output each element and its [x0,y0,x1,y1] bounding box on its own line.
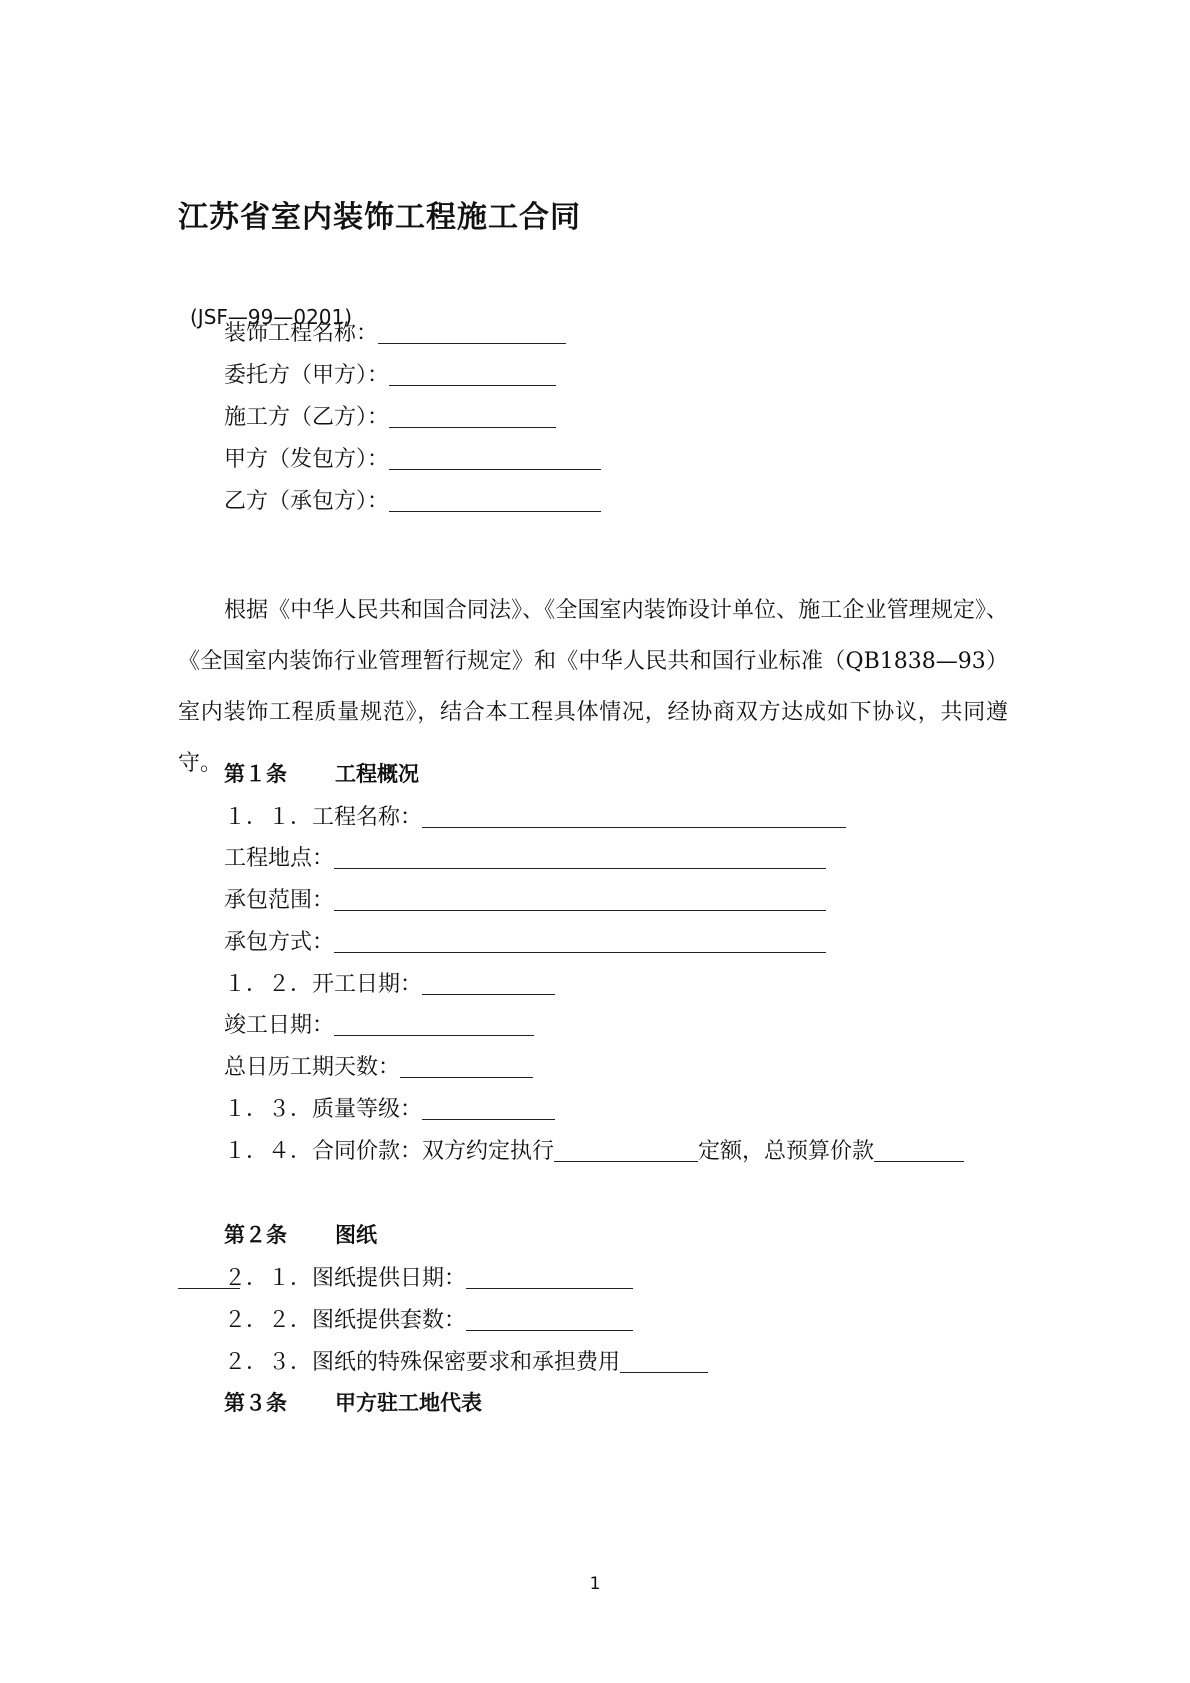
field-contractor: 施工方（乙方）： [224,400,556,431]
fill-blank[interactable] [389,405,556,428]
field-undertaker: 乙方（承包方）： [224,484,601,515]
field-client: 委托方（甲方）： [224,358,556,389]
field-employer: 甲方（发包方）： [224,442,601,473]
field-contract-price: １．４．合同价款：双方约定执行 定额，总预算价款 [224,1134,964,1165]
field-project-name-1: １．１．工程名称： [224,800,846,831]
fill-blank[interactable] [554,1139,698,1162]
contract-code: (JSF—99—0201) [190,305,353,329]
fill-blank[interactable] [874,1139,964,1162]
field-drawing-sets: ２．２．图纸提供套数： [224,1303,633,1334]
fill-blank[interactable] [389,363,556,386]
document-title: 江苏省室内装饰工程施工合同 [178,200,581,235]
field-quality-grade: １．３．质量等级： [224,1092,555,1123]
fill-blank[interactable] [334,846,826,869]
preamble-paragraph: 根据《中华人民共和国合同法》、《全国室内装饰设计单位、施工企业管理规定》、《全国室内装饰行业管理暂行规定》和《中华人民共和国行业标准（QB1838—93）室内装饰工程质量规范》，结合本工程具体情况，经协商双方达成如下协议，共同遵守。 [178,598,1008,776]
article-2-heading: 第２条 图纸 [224,1223,377,1247]
field-contract-scope: 承包范围： [224,883,826,914]
article-1-heading: 第１条 工程概况 [224,762,419,786]
fill-blank[interactable] [466,1266,633,1289]
fill-blank[interactable] [422,972,555,995]
page-number: 1 [589,1574,601,1594]
article-3-heading: 第３条 甲方驻工地代表 [224,1391,482,1415]
field-completion-date: 竣工日期： [224,1008,534,1039]
field-drawing-date: ２．１．图纸提供日期： [224,1261,633,1292]
field-drawing-confidentiality: ２．３．图纸的特殊保密要求和承担费用 [224,1345,708,1376]
fill-blank[interactable] [334,1013,534,1036]
fill-blank[interactable] [334,888,826,911]
fill-blank[interactable] [389,489,601,512]
fill-blank[interactable] [620,1350,708,1373]
field-start-date: １．２．开工日期： [224,967,555,998]
field-project-location: 工程地点： [224,841,826,872]
fill-blank[interactable] [389,447,601,470]
fill-blank[interactable] [400,1055,533,1078]
field-project-name: 装饰工程名称： [224,316,566,347]
fill-blank[interactable] [378,321,566,344]
fill-blank[interactable] [422,805,846,828]
field-contract-mode: 承包方式： [224,925,826,956]
field-total-days: 总日历工期天数： [224,1050,533,1081]
fill-blank[interactable] [334,930,826,953]
fill-blank[interactable] [466,1308,633,1331]
fill-blank[interactable] [422,1097,555,1120]
